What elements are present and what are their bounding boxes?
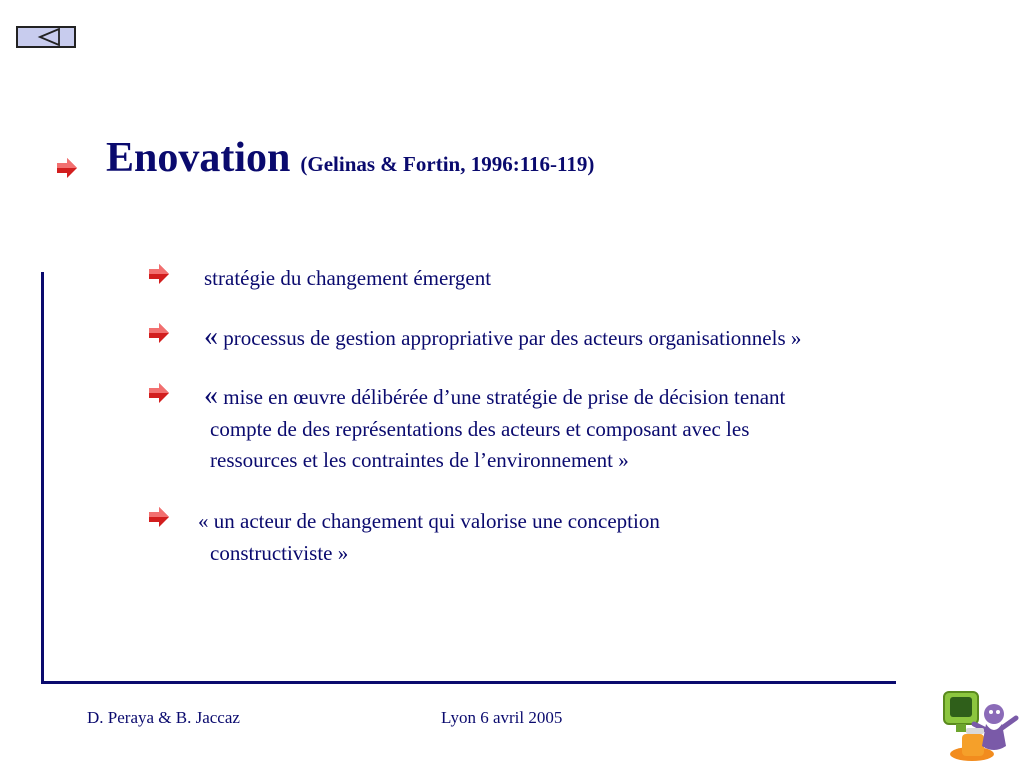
list-item xyxy=(204,262,491,294)
item-continuation: compte de des représentations des acteurs et composant avec les xyxy=(210,417,750,441)
item-continuation: constructiviste » xyxy=(210,541,349,565)
quote-open: « xyxy=(204,380,218,411)
item-bullet-icon xyxy=(148,323,170,343)
footer-place-date: Lyon 6 avril 2005 xyxy=(441,708,563,727)
back-button[interactable] xyxy=(16,26,76,48)
list-item xyxy=(204,380,785,413)
item-bullet-icon xyxy=(148,383,170,403)
triangle-left-icon xyxy=(18,28,74,46)
frame-vertical-line xyxy=(41,272,44,684)
computer-user-mascot-icon xyxy=(936,684,1020,766)
list-item: « un acteur de changement qui valorise une conception xyxy=(198,509,660,533)
quote-open: « xyxy=(204,321,218,352)
item-bullet-icon xyxy=(148,264,170,284)
item-bullet-icon xyxy=(148,507,170,527)
slide-title xyxy=(106,134,594,182)
title-bullet-icon xyxy=(56,158,78,178)
frame-horizontal-line xyxy=(41,681,896,684)
item-text: processus de gestion appropriative par des acteurs organisationnels » xyxy=(218,326,802,350)
item-text: mise en œuvre délibérée d’une stratégie de prise de décision tenant xyxy=(218,385,786,409)
list-item xyxy=(204,321,801,354)
title-citation: (Gelinas & Fortin, 1996:116-119) xyxy=(300,152,595,176)
item-continuation: ressources et les contraintes de l’environnement » xyxy=(210,448,629,472)
footer-authors: D. Peraya & B. Jaccaz xyxy=(87,708,240,727)
item-text: stratégie du changement émergent xyxy=(204,266,492,290)
title-main: Enovation xyxy=(106,135,291,181)
